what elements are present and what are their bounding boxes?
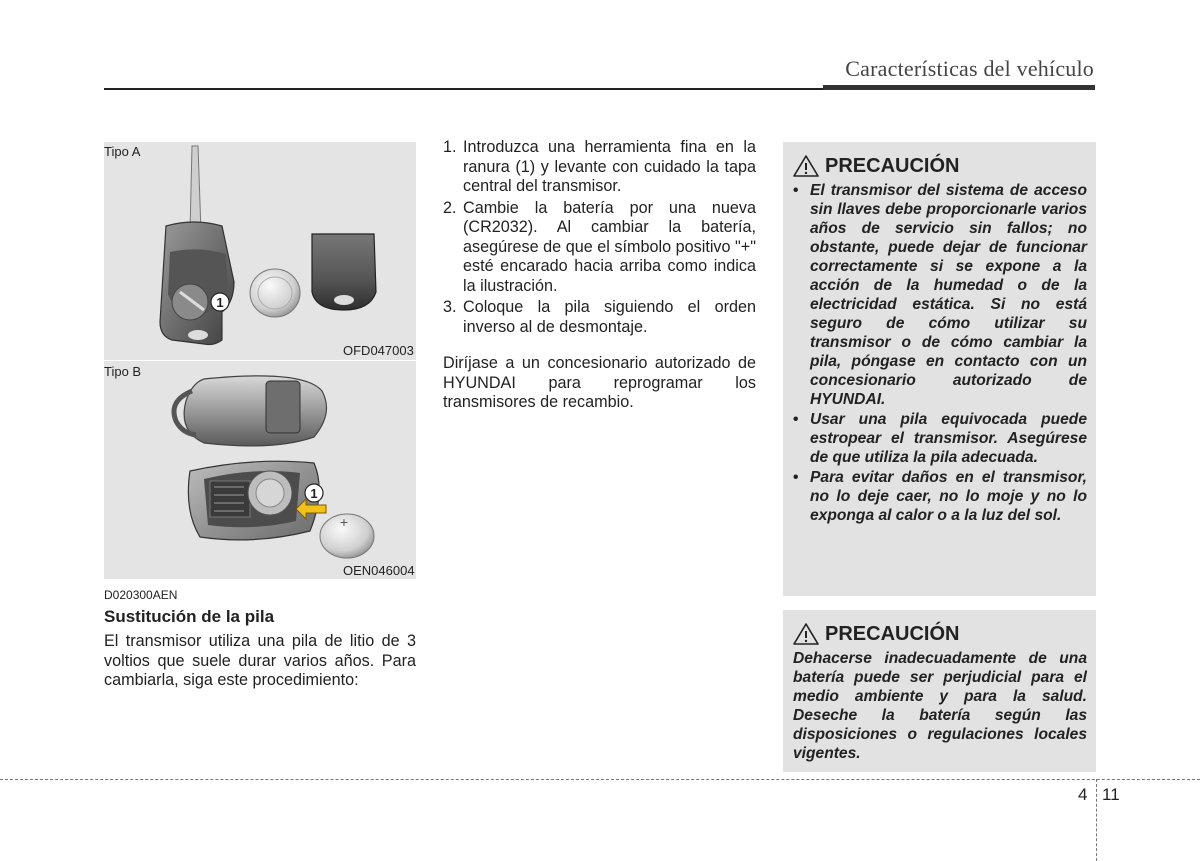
callout-icon [305,484,323,502]
step-text: Cambie la batería por una nueva (CR2032). Al cambiar la batería, asegúrese de que el símbolo positivo "+" esté encarado hacia arriba como indica la ilustración. [463,198,756,295]
list-item [793,181,1087,409]
step-text: Introduzca una herramienta fina en la ranura (1) y levante con cuidado la tapa central del transmisor. [463,138,756,195]
bullet-icon: • [793,469,799,486]
section-body: El transmisor utiliza una pila de litio de 3 voltios que suele durar varios años. Para cambiarla, siga este procedimiento: [104,632,416,689]
steps-list [443,138,756,339]
figure-a-callout: 1 [216,295,224,310]
caution-list [793,181,1087,525]
step-text: Coloque la pila siguiendo el orden inverso al de desmontaje. [463,298,756,336]
figure-b-callout: 1 [310,486,318,501]
figure-b-illustration [104,361,416,579]
chapter-number: 4 [1078,785,1088,804]
list-item [793,410,1087,467]
caution-item-text: Usar una pila equivocada puede estropear el transmisor. Asegúrese de que utiliza la pila adecuada. [810,411,1087,466]
figure-a-label: Tipo A [104,144,141,159]
page-header-title: Características del vehículo [845,56,1094,81]
page-number: 11 [1102,785,1120,804]
warning-icon [793,154,819,178]
list-item [443,298,756,337]
bullet-icon: • [793,411,799,428]
section-code: D020300AEN [104,588,178,602]
step-number: 3. [443,298,457,316]
arrow-icon [296,499,326,519]
caution-box-1 [783,142,1096,596]
section-heading: Sustitución de la pila [104,607,275,626]
figure-a [104,142,416,360]
figure-b-label: Tipo B [104,364,142,379]
caution-title: PRECAUCIÓN [825,154,960,177]
figure-b [104,361,416,579]
list-item [443,199,756,297]
caution-item-text: Para evitar daños en el transmisor, no lo deje caer, no lo moje y no lo exponga al calor o a la luz del sol. [810,469,1087,524]
figure-a-illustration [104,142,416,360]
figure-a-code: OFD047003 [343,343,414,358]
step-number: 2. [443,198,457,217]
caution-box-2 [783,610,1096,772]
list-item [793,468,1087,525]
caution-item-text: El transmisor del sistema de acceso sin llaves debe proporcionarle varios años de servicio sin fallos; no obstante, puede dejar de funcionar correctamente si se expone a la acción de la humedad o de la electricidad estática. Si no está seguro de cómo utilizar su transmisor o de cómo cambiar la pila, póngase en contacto con un concesionario autorizado de HYUNDAI. [810,182,1087,408]
step-number: 1. [443,138,457,156]
battery-plus-mark: + [339,514,349,530]
battery-icon [320,514,374,558]
caution-title: PRECAUCIÓN [825,622,960,645]
figure-b-code: OEN046004 [343,563,415,578]
bullet-icon: • [793,182,799,199]
header-rule-accent [823,85,1095,90]
dealer-note: Diríjase a un concesionario autorizado de HYUNDAI para reprogramar los transmisores de recambio. [443,354,756,411]
list-item [443,138,756,197]
footer-vertical-divider [1096,779,1097,861]
caution-text: Dehacerse inadecuadamente de una batería puede ser perjudicial para el medio ambiente y para la salud. Deseche la batería según las disposiciones o regulaciones locales vigentes. [793,650,1087,762]
battery-icon [250,269,300,317]
warning-icon [793,622,819,646]
footer-divider [0,779,1200,780]
callout-icon [211,293,229,311]
